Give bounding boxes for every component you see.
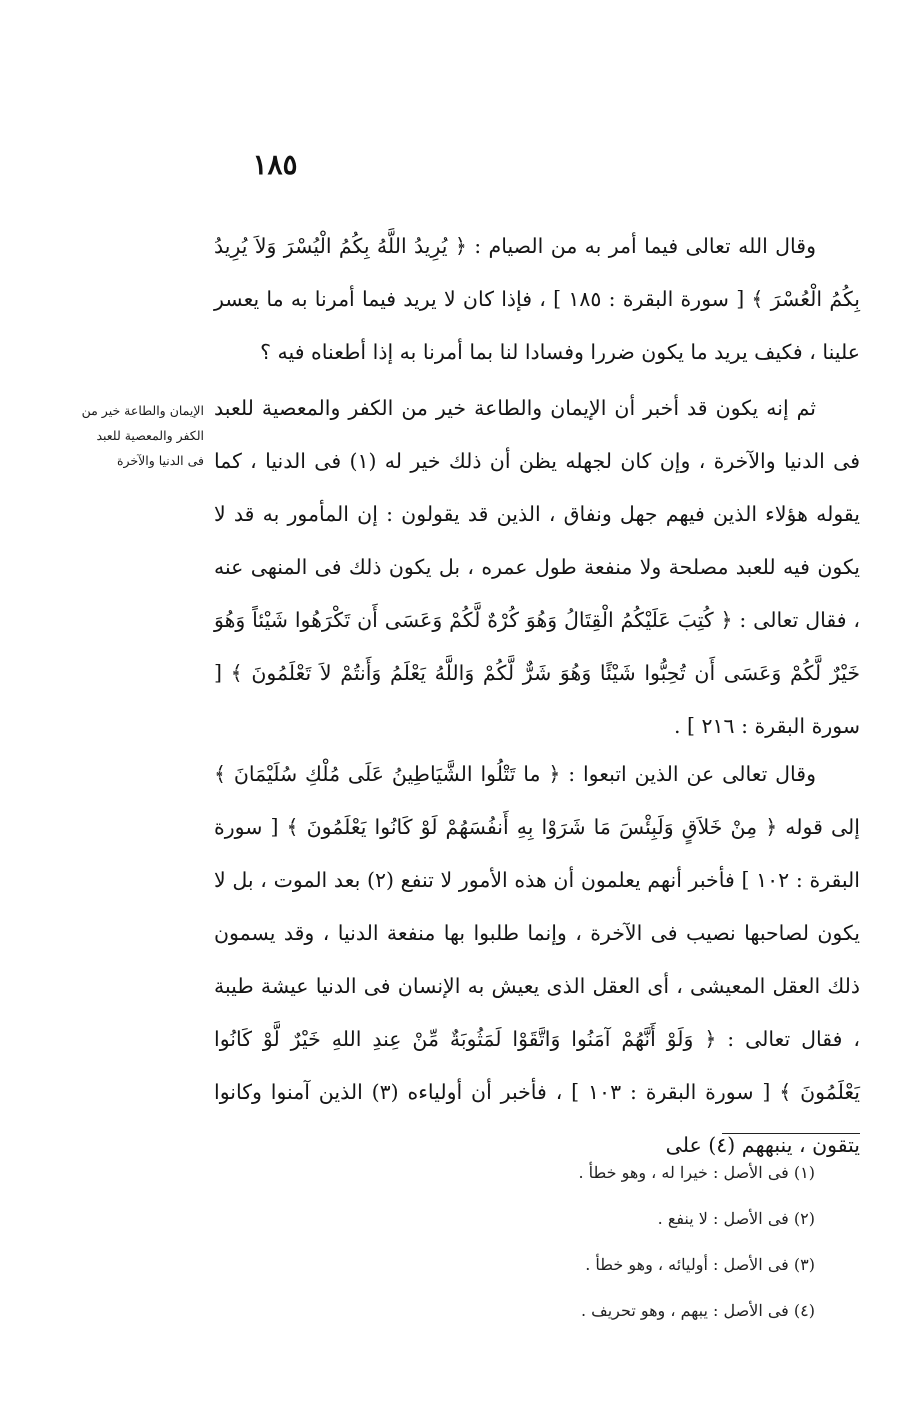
footnote-2: (٢) فى الأصل : لا ينفع . [657,1209,815,1228]
page-number: ١٨٥ [252,148,298,181]
paragraph-text: وقال تعالى عن الذين اتبعوا : ﴿ ما تَتْلُوا الشَّيَاطِينُ عَلَى مُلْكِ سُلَيْمَانَ ﴾ إلى قوله ﴿ مِنْ خَلاَقٍ وَلَبِئْسَ مَا شَرَوْا بِهِ أَنفُسَهُمْ لَوْ كَانُوا يَعْلَمُونَ ﴾ [ سورة البقرة : ١٠٢ ] فأخبر أنهم يعلمون أن هذه الأمور لا تنفع (٢) بعد الموت ، بل لا يكون لصاحبها نصيب فى الآخرة ، وإنما طلبوا بها منفعة الدنيا ، وقد يسمون ذلك العقل المعيشى ، أى العقل الذى يعيش به الإنسان فى الدنيا عيشة طيبة ، فقال تعالى : ﴿ وَلَوْ أَنَّهُمْ آمَنُوا وَاتَّقَوْا لَمَثُوبَةٌ مِّنْ عِندِ اللهِ خَيْرٌ لَّوْ كَانُوا يَعْلَمُونَ ﴾ [ سورة البقرة : ١٠٣ ] ، فأخبر أن أولياءه (٣) الذين آمنوا وكانوا يتقون ، ينبههم (٤) على [214,762,860,1157]
margin-note: الإيمان والطاعة خير من الكفر والمعصية للعبد فى الدنيا والآخرة [81,403,204,468]
paragraph-text: ثم إنه يكون قد أخبر أن الإيمان والطاعة خير من الكفر والمعصية للعبد فى الدنيا والآخرة ، وإن كان لجهله يظن أن ذلك خير له (١) فى الدنيا ، كما يقوله هؤلاء الذين فيهم جهل ونفاق ، الذين قد يقولون : إن المأمور به قد لا يكون فيه للعبد مصلحة ولا منفعة طول عمره ، بل يكون ذلك فى المنهى عنه ، فقال تعالى : ﴿ كُتِبَ عَلَيْكُمُ الْقِتَالُ وَهُوَ كُرْهٌ لَّكُمْ وَعَسَى أَن تَكْرَهُوا شَيْئاً وَهُوَ خَيْرٌ لَّكُمْ وَعَسَى أَن تُحِبُّوا شَيْئًا وَهُوَ شَرٌّ لَّكُمْ وَاللَّهُ يَعْلَمُ وَأَنتُمْ لاَ تَعْلَمُونَ ﴾ [ سورة البقرة : ٢١٦ ] . [214,396,860,738]
paragraph-1 [214,220,860,379]
footnote-4: (٤) فى الأصل : يبهم ، وهو تحريف . [580,1301,815,1320]
paragraph-2 [214,382,860,753]
footnote-1: (١) فى الأصل : خيرا له ، وهو خطأ . [578,1163,815,1182]
footnote-3: (٣) فى الأصل : أوليائه ، وهو خطأ . [585,1255,815,1274]
footnote-separator [722,1133,860,1134]
paragraph-text: وقال الله تعالى فيما أمر به من الصيام : ﴿ يُرِيدُ اللَّهُ بِكُمُ الْيُسْرَ وَلاَ يُرِيدُ بِكُمُ الْعُسْرَ ﴾ [ سورة البقرة : ١٨٥ ] ، فإذا كان لا يريد فيما أمرنا به ما يعسر علينا ، فكيف يريد ما يكون ضررا وفسادا لنا بما أمرنا به إذا أطعناه فيه ؟ [214,234,860,364]
footnotes [300,1150,815,1334]
paragraph-3 [214,748,860,1172]
